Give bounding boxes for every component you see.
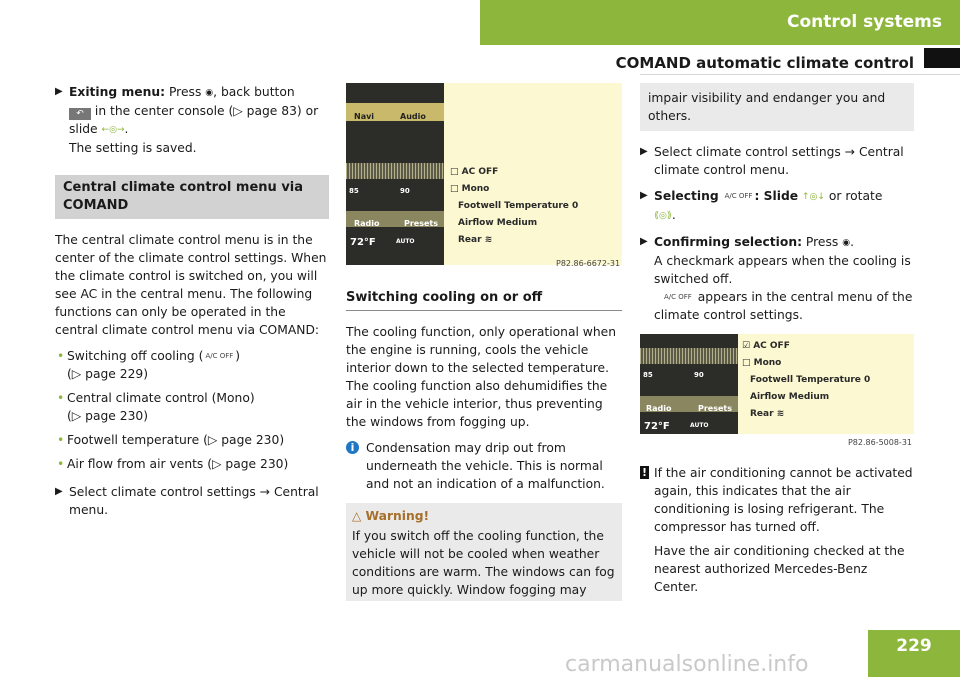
step-arrow-icon: ▶ — [55, 86, 63, 97]
ac-off-icon: A/C OFF — [724, 192, 753, 200]
header-rule — [640, 74, 960, 75]
step-arrow-icon: ▶ — [640, 146, 648, 157]
screen-left-panel: 85 90 Radio Presets 72°F AUTO — [640, 334, 738, 434]
warning-continued-box: impair visibility and endanger you and others. — [640, 83, 914, 131]
ac-off-icon: A/C OFF — [664, 293, 692, 301]
header-banner — [480, 0, 960, 45]
bullet-item: • Air flow from air vents (▷ page 230) — [57, 457, 289, 471]
menu-item-ac-off-checked: ☑ AC OFF — [742, 341, 790, 351]
menu-item-mono: □ Mono — [742, 358, 782, 368]
temperature-scale — [640, 348, 738, 364]
controller-press-icon: ◉ — [205, 88, 214, 98]
section-heading: Switching cooling on or off — [346, 289, 622, 311]
step-confirming: ▶ Confirming selection: Press ◉. A checkmark appears when the cooling is switched off. A/C OFF appears in the central menu of the climate control settings. — [640, 235, 913, 322]
bullet-item: • Central climate control (Mono) (▷ page 230) — [57, 391, 255, 423]
menu-item-rear: Rear ≋ — [750, 409, 785, 419]
controller-press-icon: ◉ — [842, 238, 851, 248]
bullet-icon: • — [57, 457, 65, 471]
menu-item-airflow: Airflow Medium — [458, 218, 538, 228]
column-3 — [640, 83, 914, 604]
note-refrigerant: ! If the air conditioning cannot be activated again, this indicates that the air conditioning is losing refrigerant. The compressor has turned off. Have the air conditioning checked at the nearest authorized Mercedes-Benz Center. — [641, 466, 913, 594]
page-subtitle: COMAND automatic climate control — [615, 54, 914, 72]
body-paragraph: The cooling function, only operational when the engine is running, cools the vehicle interior down to the selected temperature. The cooling function also dehumidifies the air in the vehicle interior, thus preventing the windows from fogging up. — [346, 325, 617, 429]
controller-slide-icon: ↑◎↓ — [802, 192, 825, 202]
menu-item-footwell: Footwell Temperature 0 — [750, 375, 871, 385]
step-select-central-menu: ▶ Select climate control settings → Central climate control menu. — [640, 145, 904, 177]
comand-screenshot-1 — [346, 83, 622, 265]
warning-icon: △ — [352, 509, 362, 523]
menu-item-mono: □ Mono — [450, 184, 490, 194]
step-select-settings: ▶ Select climate control settings → Central menu. — [55, 485, 319, 517]
step-arrow-icon: ▶ — [640, 236, 648, 247]
temperature-scale — [346, 163, 444, 179]
screen-menu-panel — [444, 83, 622, 265]
info-note: i Condensation may drip out from underneath the vehicle. This is normal and not an indication of a malfunction. — [346, 439, 622, 493]
section-heading-box: Central climate control menu via COMAND — [55, 175, 329, 219]
comand-screenshot-2 — [640, 334, 914, 434]
screen-left-panel: Navi Audio 85 90 Radio Presets 72°F AUTO — [346, 83, 444, 265]
airflow-icon: ≋ — [484, 235, 493, 245]
page-number: 229 — [868, 630, 960, 677]
bullet-icon: • — [57, 433, 65, 447]
column-1 — [55, 83, 329, 527]
section-tab-marker — [924, 48, 960, 68]
menu-item-footwell: Footwell Temperature 0 — [458, 201, 579, 211]
airflow-icon: ≋ — [776, 409, 785, 419]
screen-menu-panel — [738, 334, 914, 434]
bullet-item: • Switching off cooling ( A/C OFF ) (▷ page 229) — [57, 349, 241, 381]
step-arrow-icon: ▶ — [640, 190, 648, 201]
step-arrow-icon: ▶ — [55, 486, 63, 497]
figure-caption: P82.86-5008-31 — [847, 438, 912, 447]
controller-rotate-icon: ⟪◎⟫ — [654, 211, 672, 221]
menu-item-rear: Rear ≋ — [458, 235, 493, 245]
bullet-icon: • — [57, 349, 65, 363]
controller-slide-icon: ←◎→ — [101, 125, 125, 135]
bullet-icon: • — [57, 391, 65, 405]
watermark: carmanualsonline.info — [565, 652, 809, 677]
column-2 — [346, 83, 622, 601]
info-icon: i — [346, 441, 359, 454]
bullet-item: • Footwell temperature (▷ page 230) — [57, 433, 285, 447]
ac-off-icon: A/C OFF — [205, 352, 234, 360]
menu-item-airflow: Airflow Medium — [750, 392, 830, 402]
figure-caption: P82.86-6672-31 — [556, 259, 621, 268]
back-button-icon: ↶ — [69, 108, 91, 120]
intro-paragraph: The central climate control menu is in the center of the climate control settings. When the climate control is switched on, you will see AC in the central menu. The following functions can only be operated in the central climate control menu via COMAND: — [55, 233, 327, 337]
warning-box: △ Warning! If you switch off the cooling function, the vehicle will not be cooled when weather conditions are warm. The windows can fog up more quickly. Window fogging may — [346, 503, 622, 601]
step-exit-menu: ▶ Exiting menu: Press ◉, back button ↶ in the center console (▷ page 83) or slide ←◎→. The setting is saved. — [55, 85, 319, 155]
step-selecting: ▶ Selecting A/C OFF : Slide ↑◎↓ or rotate ⟪◎⟫. — [640, 187, 914, 225]
exclamation-icon: ! — [641, 466, 648, 479]
section-title: Control systems — [786, 12, 942, 32]
menu-item-ac-off: □ AC OFF — [450, 167, 499, 177]
